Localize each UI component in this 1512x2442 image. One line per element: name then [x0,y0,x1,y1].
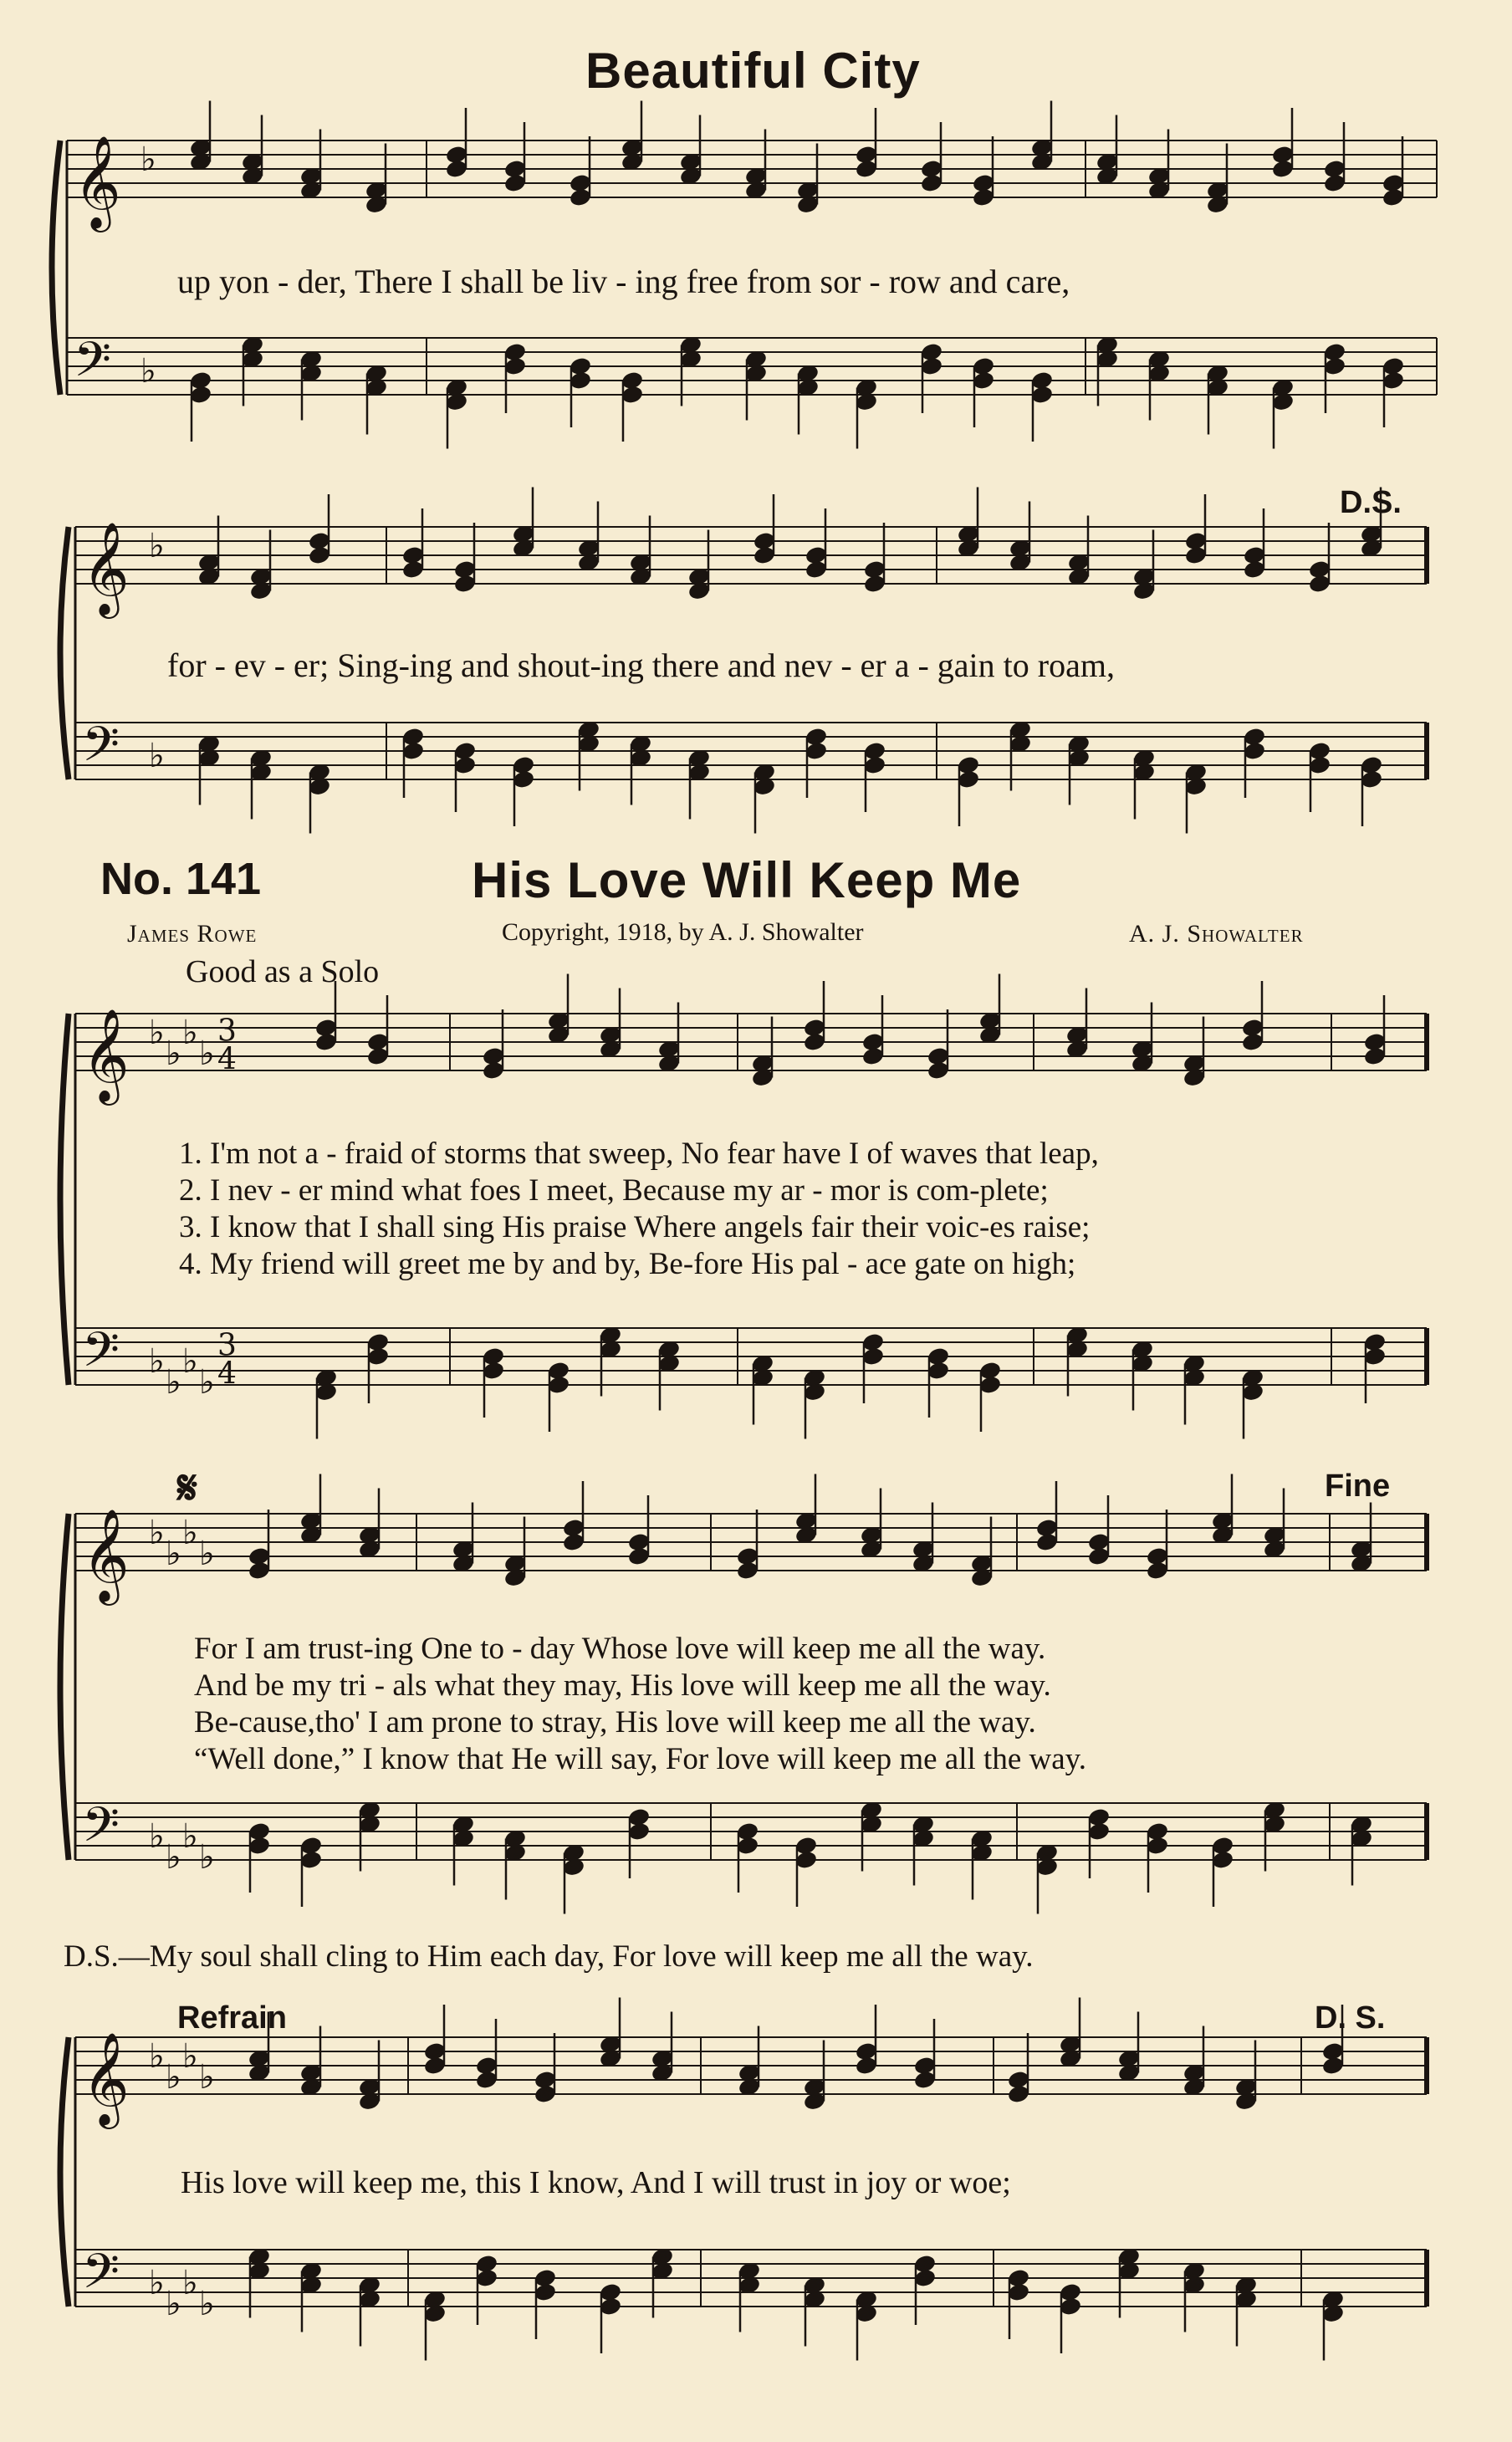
flat-icon: ♭ [199,1535,215,1573]
flat-icon: ♭ [199,2285,215,2323]
composer-credit: A. J. Showalter [1129,920,1304,948]
flat-icon: ♭ [166,2058,181,2097]
flat-icon: ♭ [166,1035,181,1073]
flat-icon: ♭ [149,2264,165,2302]
refrain-lyrics: His love will keep me, this I know, And I will trust in joy or woe; [181,2165,1011,2200]
lyrics-line: up yon - der, There I shall be liv - ing free from sor - row and care, [177,263,1070,300]
flat-icon: ♭ [149,1817,165,1856]
lyricist-credit: James Rowe [127,920,258,948]
flat-icon: ♭ [166,2285,181,2323]
lyrics-line: for - ev - er; Sing-ing and shout-ing there and nev - er a - gain to roam, [167,646,1115,684]
song-title: Beautiful City [585,43,921,99]
treble-clef-icon: 𝄞 [82,2031,130,2125]
flat-icon: ♭ [182,1342,198,1381]
flat-icon: ♭ [182,2037,198,2076]
copyright-notice: Copyright, 1918, by A. J. Showalter [502,918,864,946]
verse-lyrics-1: 1. I'm not a - fraid of storms that sweep, No fear have I of waves that leap, [179,1137,1099,1171]
bass-clef-icon: 𝄢 [74,331,112,400]
verse-lyrics-2: And be my tri - als what they may, His love will keep me all the way. [194,1668,1051,1703]
flat-icon: ♭ [182,2264,198,2302]
flat-icon: ♭ [199,1363,215,1402]
flat-icon: ♭ [140,140,156,179]
system-brace [60,1514,69,1860]
flat-icon: ♭ [199,1035,215,1073]
treble-clef-icon: 𝄞 [82,1508,130,1602]
flat-icon: ♭ [166,1363,181,1402]
treble-clef-icon: 𝄞 [82,521,130,615]
system-brace [52,140,60,395]
flat-icon: ♭ [149,1342,165,1381]
refrain-label: Refrain [177,2000,287,2036]
verse-lyrics-4: 4. My friend will greet me by and by, Be-fore His pal - ace gate on high; [179,1247,1076,1281]
verse-lyrics-3: 3. I know that I shall sing His praise Where angels fair their voic-es raise; [179,1210,1091,1244]
flat-icon: ♭ [149,737,165,775]
flat-icon: ♭ [149,527,165,565]
system-brace [60,2037,69,2307]
verse-lyrics-1: For I am trust-ing One to - day Whose love will keep me all the way. [194,1632,1046,1666]
flat-icon: ♭ [182,1514,198,1552]
flat-icon: ♭ [149,1014,165,1052]
flat-icon: ♭ [182,1014,198,1052]
ds-marker: D.S. [1340,485,1402,520]
flat-icon: ♭ [199,1838,215,1877]
time-signature: 4 [217,1356,237,1392]
ds-lyric-line: D.S.—My soul shall cling to Him each day, For love will keep me all the way. [64,1939,1034,1974]
verse-lyrics-3: Be-cause,tho' I am prone to stray, His love will keep me all the way. [194,1705,1036,1740]
segno-sign: 𝄋 [177,1463,198,1515]
time-signature: 4 [217,1042,237,1077]
bass-clef-icon: 𝄢 [82,2243,120,2312]
time-signature: 3 [217,1328,237,1363]
treble-clef-icon: 𝄞 [82,1008,130,1101]
ds-marker: D. S. [1315,2000,1386,2036]
fine-marker: Fine [1325,1469,1391,1504]
bass-clef-icon: 𝄢 [82,1321,120,1390]
bass-clef-icon: 𝄢 [82,716,120,784]
flat-icon: ♭ [199,2058,215,2097]
flat-icon: ♭ [166,1838,181,1877]
treble-clef-icon: 𝄞 [74,135,121,228]
flat-icon: ♭ [182,1817,198,1856]
system-brace [60,1014,69,1385]
time-signature: 3 [217,1014,237,1049]
song-title: His Love Will Keep Me [472,852,1022,908]
verse-lyrics-4: “Well done,” I know that He will say, For love will keep me all the way. [194,1742,1086,1776]
flat-icon: ♭ [140,352,156,391]
flat-icon: ♭ [166,1535,181,1573]
bass-clef-icon: 𝄢 [82,1796,120,1865]
verse-lyrics-2: 2. I nev - er mind what foes I meet, Because my ar - mor is com-plete; [179,1173,1049,1208]
flat-icon: ♭ [149,1514,165,1552]
system-brace [60,527,69,779]
flat-icon: ♭ [149,2037,165,2076]
hymn-number: No. 141 [100,854,262,904]
tempo-note: Good as a Solo [186,954,380,989]
